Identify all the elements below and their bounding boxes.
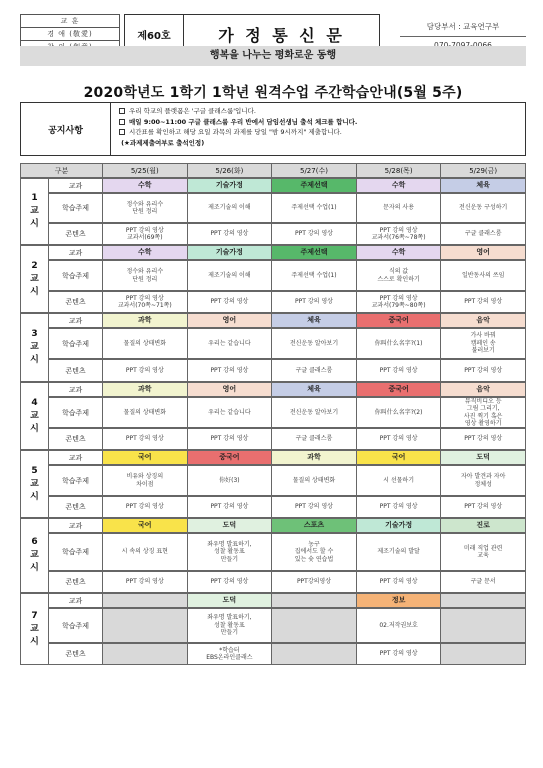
topic-cell: 물질의 상태변화 bbox=[103, 328, 188, 359]
subject-cell: 수학 bbox=[357, 245, 442, 260]
content-cell: PPT 강의 영상 bbox=[441, 359, 526, 382]
subject-cell bbox=[103, 593, 188, 608]
subject-cell: 도덕 bbox=[441, 450, 526, 465]
row-label-content: 콘텐츠 bbox=[49, 571, 103, 593]
content-cell: PPT강의영상 bbox=[272, 571, 357, 593]
subject-cell: 중국어 bbox=[188, 450, 273, 465]
content-cell: *학습터 EBS온라인클래스 bbox=[188, 643, 273, 665]
topic-cell: 자아 발견과 자아 정체성 bbox=[441, 465, 526, 496]
column-header-date: 5/29(금) bbox=[441, 163, 526, 178]
checkbox-icon bbox=[119, 108, 125, 114]
content-cell: 구글 클래스룸 bbox=[272, 428, 357, 450]
period-label: 5 교 시 bbox=[20, 450, 49, 518]
topic-cell: 시 속의 상징 표현 bbox=[103, 533, 188, 571]
row-label-topic: 학습주제 bbox=[49, 397, 103, 428]
page-title: 2020학년도 1학기 1학년 원격수업 주간학습안내(5월 5주) bbox=[83, 85, 463, 101]
content-cell: PPT 강의 영상 bbox=[103, 571, 188, 593]
content-cell: PPT 강의 영상 bbox=[357, 428, 442, 450]
row-label-content: 콘텐츠 bbox=[49, 428, 103, 450]
subject-cell: 도덕 bbox=[188, 518, 273, 533]
topic-cell: 가사 바꿔 캠페인 송 불러보기 bbox=[441, 328, 526, 359]
subject-cell: 영어 bbox=[441, 245, 526, 260]
topic-cell bbox=[272, 608, 357, 643]
period-label: 2 교 시 bbox=[20, 245, 49, 313]
content-cell: PPT 강의 영상 bbox=[441, 291, 526, 313]
content-cell bbox=[441, 643, 526, 665]
content-cell: PPT 강의 영상 bbox=[441, 428, 526, 450]
column-header-category: 구분 bbox=[20, 163, 103, 178]
subject-cell: 도덕 bbox=[188, 593, 273, 608]
topic-cell: 주제선택 수업(1) bbox=[272, 260, 357, 291]
row-label-topic: 학습주제 bbox=[49, 465, 103, 496]
subject-cell: 체육 bbox=[441, 178, 526, 193]
subject-cell: 기술가정 bbox=[357, 518, 442, 533]
row-label-subject: 교과 bbox=[49, 245, 103, 260]
row-label-content: 콘텐츠 bbox=[49, 223, 103, 245]
topic-cell: 뮤직비디오 등 그림 그리기, 사진 찍기 혹은 영상 촬영하기 bbox=[441, 397, 526, 428]
newsletter-title: 가 정 통 신 문 bbox=[184, 14, 380, 54]
topic-cell: 좌우명 발표하기, 성찰 활동표 만들기 bbox=[188, 533, 273, 571]
topic-cell: 전신운동 구성하기 bbox=[441, 193, 526, 223]
subject-cell: 음악 bbox=[441, 313, 526, 328]
subject-cell: 체육 bbox=[272, 382, 357, 397]
subject-cell: 주제선택 bbox=[272, 178, 357, 193]
content-cell: PPT 강의 영상 교과서(79쪽~80쪽) bbox=[357, 291, 442, 313]
subject-cell: 국어 bbox=[103, 518, 188, 533]
subject-cell: 과학 bbox=[272, 450, 357, 465]
row-label-topic: 학습주제 bbox=[49, 193, 103, 223]
period-label: 4 교 시 bbox=[20, 382, 49, 450]
period-label: 3 교 시 bbox=[20, 313, 49, 382]
row-label-content: 콘텐츠 bbox=[49, 291, 103, 313]
subject-cell: 중국어 bbox=[357, 313, 442, 328]
subject-cell: 국어 bbox=[357, 450, 442, 465]
content-cell: PPT 강의 영상 bbox=[103, 496, 188, 518]
content-cell: PPT 강의 영상 bbox=[272, 496, 357, 518]
content-cell: PPT 강의 영상 교과서(76쪽~78쪽) bbox=[357, 223, 442, 245]
subject-cell: 중국어 bbox=[357, 382, 442, 397]
subject-cell: 주제선택 bbox=[272, 245, 357, 260]
notice-label: 공지사항 bbox=[21, 103, 111, 155]
topic-cell: 좌우명 발표하기, 성찰 활동표 만들기 bbox=[188, 608, 273, 643]
content-cell: PPT 강의 영상 bbox=[188, 223, 273, 245]
subject-cell: 과학 bbox=[103, 313, 188, 328]
topic-cell: 你叫什么名字?(1) bbox=[357, 328, 442, 359]
notice-box bbox=[20, 102, 526, 156]
topic-cell: 시 선물하기 bbox=[357, 465, 442, 496]
content-cell: PPT 강의 영상 bbox=[103, 359, 188, 382]
topic-cell bbox=[441, 608, 526, 643]
subject-cell: 수학 bbox=[357, 178, 442, 193]
row-label-content: 콘텐츠 bbox=[49, 496, 103, 518]
subject-cell: 국어 bbox=[103, 450, 188, 465]
content-cell: PPT 강의 영상 교과서(70쪽~71쪽) bbox=[103, 291, 188, 313]
subject-cell: 진로 bbox=[441, 518, 526, 533]
topic-cell bbox=[103, 608, 188, 643]
subject-cell: 음악 bbox=[441, 382, 526, 397]
row-label-subject: 교과 bbox=[49, 382, 103, 397]
topic-cell: 정수와 유리수 단원 정리 bbox=[103, 193, 188, 223]
topic-cell: 전신운동 알아보기 bbox=[272, 328, 357, 359]
content-cell: PPT 강의 영상 bbox=[272, 291, 357, 313]
row-label-topic: 학습주제 bbox=[49, 608, 103, 643]
topic-cell: 비유와 상징의 차이점 bbox=[103, 465, 188, 496]
content-cell: PPT 강의 영상 bbox=[357, 496, 442, 518]
slogan: 행복을 나누는 평화로운 동행 bbox=[20, 46, 526, 66]
row-label-subject: 교과 bbox=[49, 313, 103, 328]
row-label-content: 콘텐츠 bbox=[49, 643, 103, 665]
content-cell bbox=[272, 643, 357, 665]
topic-cell: 식의 값 스스로 확인하기 bbox=[357, 260, 442, 291]
topic-cell: 정수와 유리수 단원 정리 bbox=[103, 260, 188, 291]
content-cell: PPT 강의 영상 bbox=[188, 428, 273, 450]
content-cell: 구글 클래스룸 bbox=[272, 359, 357, 382]
row-label-subject: 교과 bbox=[49, 178, 103, 193]
motto-value-1: 경 애 (敬愛) bbox=[21, 28, 120, 41]
content-cell: PPT 강의 영상 bbox=[188, 359, 273, 382]
topic-cell: 제조기술의 이해 bbox=[188, 260, 273, 291]
notice-line: 시간표를 확인하고 해당 요일 과목의 과제를 당일 "밤 9시까지" 제출합니다. bbox=[119, 127, 519, 138]
content-cell: PPT 강의 영상 bbox=[103, 428, 188, 450]
column-header-date: 5/27(수) bbox=[272, 163, 357, 178]
row-label-topic: 학습주제 bbox=[49, 260, 103, 291]
notice-line: 우리 학교의 플랫폼은 '구글 클래스룸'입니다. bbox=[119, 106, 519, 117]
notice-line: 매일 9:00~11:00 구글 클래스룸 우리 반에서 담임선생님 출석 체크를 합니다. bbox=[119, 117, 519, 128]
topic-cell: 일반동사의 쓰임 bbox=[441, 260, 526, 291]
content-cell: PPT 강의 영상 교과서(69쪽) bbox=[103, 223, 188, 245]
subject-cell: 영어 bbox=[188, 313, 273, 328]
topic-cell: 전신운동 알아보기 bbox=[272, 397, 357, 428]
topic-cell: 우리는 같습니다 bbox=[188, 397, 273, 428]
topic-cell: 你好(3) bbox=[188, 465, 273, 496]
subject-cell: 기술가정 bbox=[188, 245, 273, 260]
content-cell: PPT 강의 영상 bbox=[441, 496, 526, 518]
issue-number: 제60호 bbox=[124, 14, 184, 54]
checkbox-icon bbox=[119, 129, 125, 135]
department-name: 담당부서 : 교육연구부 bbox=[400, 18, 526, 37]
topic-cell: 미래 직업 관련 교육 bbox=[441, 533, 526, 571]
row-label-topic: 학습주제 bbox=[49, 533, 103, 571]
content-cell: PPT 강의 영상 bbox=[188, 496, 273, 518]
column-header-date: 5/25(월) bbox=[103, 163, 188, 178]
topic-cell: 우리는 같습니다 bbox=[188, 328, 273, 359]
subject-cell: 스포츠 bbox=[272, 518, 357, 533]
subject-cell: 수학 bbox=[103, 245, 188, 260]
subject-cell: 수학 bbox=[103, 178, 188, 193]
content-cell: 구글 문서 bbox=[441, 571, 526, 593]
content-cell: PPT 강의 영상 bbox=[188, 571, 273, 593]
period-label: 1 교 시 bbox=[20, 178, 49, 245]
notice-lines bbox=[119, 106, 519, 148]
topic-cell: 물질의 상태변화 bbox=[272, 465, 357, 496]
topic-cell: 你叫什么名字?(2) bbox=[357, 397, 442, 428]
topic-cell: 02.저작권보호 bbox=[357, 608, 442, 643]
period-label: 6 교 시 bbox=[20, 518, 49, 593]
subject-cell: 정보 bbox=[357, 593, 442, 608]
content-cell: PPT 강의 영상 bbox=[188, 291, 273, 313]
subject-cell bbox=[272, 593, 357, 608]
topic-cell: 문자의 사용 bbox=[357, 193, 442, 223]
subject-cell: 과학 bbox=[103, 382, 188, 397]
subject-cell: 영어 bbox=[188, 382, 273, 397]
row-label-topic: 학습주제 bbox=[49, 328, 103, 359]
column-header-date: 5/26(화) bbox=[188, 163, 273, 178]
checkbox-icon bbox=[119, 119, 125, 125]
motto-label: 교 훈 bbox=[21, 15, 120, 28]
content-cell: PPT 강의 영상 bbox=[357, 359, 442, 382]
content-cell: PPT 강의 영상 bbox=[272, 223, 357, 245]
row-label-subject: 교과 bbox=[49, 518, 103, 533]
row-label-content: 콘텐츠 bbox=[49, 359, 103, 382]
content-cell: PPT 강의 영상 bbox=[357, 643, 442, 665]
topic-cell: 주제선택 수업(1) bbox=[272, 193, 357, 223]
notice-line: (★과제제출여부로 출석인정) bbox=[121, 138, 205, 147]
subject-cell: 기술가정 bbox=[188, 178, 273, 193]
topic-cell: 농구 집에서도 할 수 있는 슛 연습법 bbox=[272, 533, 357, 571]
subject-cell bbox=[441, 593, 526, 608]
row-label-subject: 교과 bbox=[49, 593, 103, 608]
topic-cell: 제조기술의 이해 bbox=[188, 193, 273, 223]
content-cell: 구글 클래스룸 bbox=[441, 223, 526, 245]
period-label: 7 교 시 bbox=[20, 593, 49, 665]
content-cell bbox=[103, 643, 188, 665]
subject-cell: 체육 bbox=[272, 313, 357, 328]
topic-cell: 제조기술의 발달 bbox=[357, 533, 442, 571]
content-cell: PPT 강의 영상 bbox=[357, 571, 442, 593]
topic-cell: 물질의 상태변화 bbox=[103, 397, 188, 428]
row-label-subject: 교과 bbox=[49, 450, 103, 465]
column-header-date: 5/28(목) bbox=[357, 163, 442, 178]
